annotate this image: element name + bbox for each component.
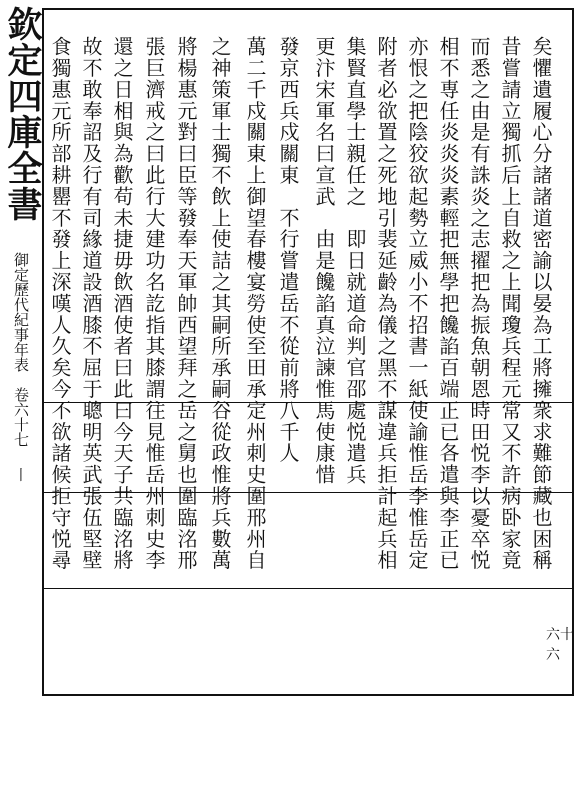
- text-column-8: 更汴宋軍名曰宣武 由是饞諂真泣諫惟馬使康惜: [312, 36, 336, 486]
- text-column-3: 而悉之由是有誅炎之志擢把為振魚朝恩時田悦李以憂卒悦: [467, 36, 491, 571]
- text-column-12: 將楊惠元對曰臣等發奉天軍帥西望拜之岳之舅也圍臨洺邢: [174, 36, 198, 571]
- text-column-14: 還之日相與為歡苟未捷毋飲酒使者曰此曰今天子共臨洺將: [110, 36, 134, 571]
- text-column-5: 亦恨之把陰狡欲起勢立威小不招書一紙使諭惟岳李惟岳定: [405, 36, 429, 571]
- page-number: 六十六: [546, 627, 574, 663]
- book-title: 欽定四庫全書: [2, 6, 43, 222]
- text-column-16: 食獨惠元所部耕罌不發上深嘆人久矣今不欲諸候拒守悦尋: [48, 36, 72, 571]
- text-column-11: 之神策軍士獨不飲上使詰之其嗣所承嗣谷從政惟將兵數萬: [208, 36, 232, 571]
- text-column-2: 昔嘗請立獨抓后上自救之上聞瓊兵程元常又不許病卧家竟: [498, 36, 522, 571]
- text-column-7: 集賢直學士親任之 即日就道命判官邵處悦遣兵: [343, 36, 367, 486]
- text-column-1: 矣懼遺履心分諸諸道密諭以晏為工將擁衆求難節藏也困稱: [529, 36, 553, 571]
- text-column-4: 相不専任炎炎炎素輕把無學把饞諂百端正已各遣與李正已: [436, 36, 460, 571]
- row-divider-3: [42, 588, 572, 589]
- margin-mark: 丨: [14, 468, 28, 484]
- book-subtitle: 御定歷代紀事年表 卷六十七: [12, 252, 30, 447]
- text-column-13: 張巨濟戒之曰此行大建功名訖指其膝謂往見惟岳州刺史李: [142, 36, 166, 571]
- text-column-9: 發京西兵戍關東 不行嘗遣岳不從前將八千人: [276, 36, 300, 464]
- text-column-6: 附者必欲置之死地引裴延齡為儀之黑不謀違兵拒計起兵相: [374, 36, 398, 571]
- text-column-15: 故不敢奉詔及行有司緣道設酒膝不屈于聰明英武張伍堅壁: [79, 36, 103, 571]
- text-column-10: 萬二千戍關東上御望春樓宴勞使至田承定州刺史圍邢州自: [243, 36, 267, 571]
